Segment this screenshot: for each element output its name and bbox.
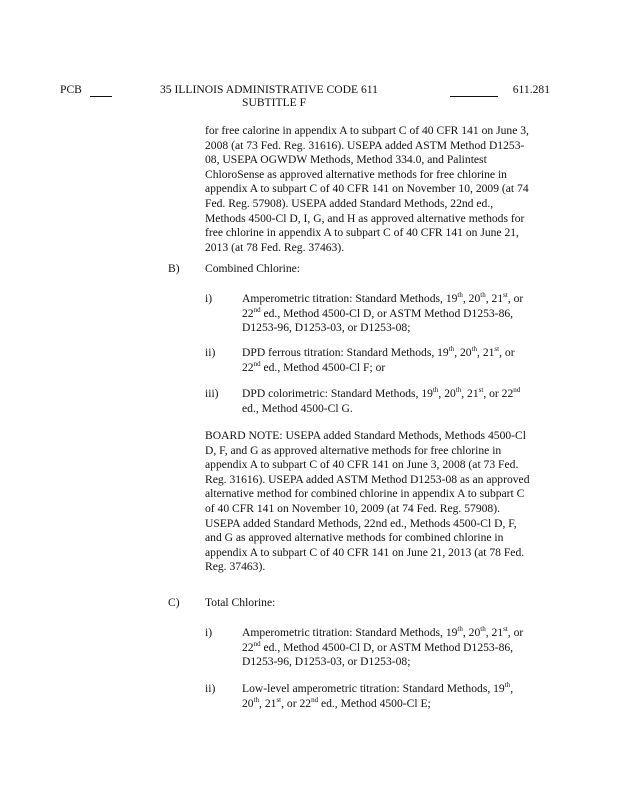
- section-b-item-label: iii): [205, 387, 219, 400]
- section-c-item-label: i): [205, 626, 213, 639]
- section-b-title: Combined Chlorine:: [205, 262, 300, 275]
- section-c-title: Total Chlorine:: [205, 596, 276, 609]
- header-code-title: 35 ILLINOIS ADMINISTRATIVE CODE 611: [160, 83, 378, 96]
- section-b-item-label: i): [205, 292, 213, 305]
- section-c-item-text: Amperometric titration: Standard Methods, 19th, 20th, 21st, or 22nd ed., Method 4500-Cl D, or ASTM Method D1253-86, D1253-96, D1253-03, or D1253-08;: [242, 625, 524, 669]
- section-b-item-text: Amperometric titration: Standard Methods, 19th, 20th, 21st, or 22nd ed., Method 4500-Cl D, or ASTM Method D1253-86, D1253-96, D1253-03, or D1253-08;: [242, 291, 524, 335]
- header-rule: [90, 96, 112, 97]
- section-c-label: C): [168, 596, 180, 609]
- header-agency: PCB: [60, 83, 82, 96]
- section-c-item-text: Low-level amperometric titration: Standard Methods, 19th, 20th, 21st, or 22nd ed., Method 4500-Cl E;: [242, 681, 514, 710]
- header-subtitle: SUBTITLE F: [242, 96, 307, 109]
- section-b-item-label: ii): [205, 346, 216, 359]
- section-c-item-label: ii): [205, 682, 216, 695]
- header-center: [160, 83, 450, 109]
- page-header: [60, 83, 550, 115]
- section-b-item-text: DPD colorimetric: Standard Methods, 19th, 20th, 21st, or 22nd ed., Method 4500-Cl G.: [242, 386, 521, 415]
- header-section-number: 611.281: [512, 83, 550, 96]
- section-b-item-text: DPD ferrous titration: Standard Methods, 19th, 20th, 21st, or 22nd ed., Method 4500-Cl F; or: [242, 345, 515, 374]
- section-b-board-note: BOARD NOTE: USEPA added Standard Methods, Methods 4500-Cl D, F, and G as approved alternative methods for free chlorine in appendix A to subpart C of 40 CFR 141 on June 3, 2008 (at 73 Fed. Reg. 31616). USEPA added ASTM Method D1253-08 as an approved alternative method for combined chlorine in appendix A to subpart C of 40 CFR 141 on November 10, 2009 (at 74 Fed. Reg. 57908). USEPA added Standard Methods, 22nd ed., Methods 4500-Cl D, F, and G as approved alternative methods for combined chlorine in appendix A to subpart C of 40 CFR 141 on June 21, 2013 (at 78 Fed. Reg. 37463).: [205, 429, 530, 574]
- header-rule: [450, 96, 498, 97]
- section-b-label: B): [168, 262, 180, 275]
- continuation-paragraph: for free calorine in appendix A to subpart C of 40 CFR 141 on June 3, 2008 (at 73 Fed. Reg. 31616). USEPA added ASTM Method D1253-08, USEPA OGWDW Methods, Method 334.0, and Palintest ChloroSense as approved alternative methods for free chlorine in appendix A to subpart C of 40 CFR 141 on November 10, 2009 (at 74 Fed. Reg. 57908). USEPA added Standard Methods, 22nd ed., Methods 4500-Cl D, I, G, and H as approved alternative methods for free chlorine in appendix A to subpart C of 40 CFR 141 on June 21, 2013 (at 78 Fed. Reg. 37463).: [205, 124, 529, 254]
